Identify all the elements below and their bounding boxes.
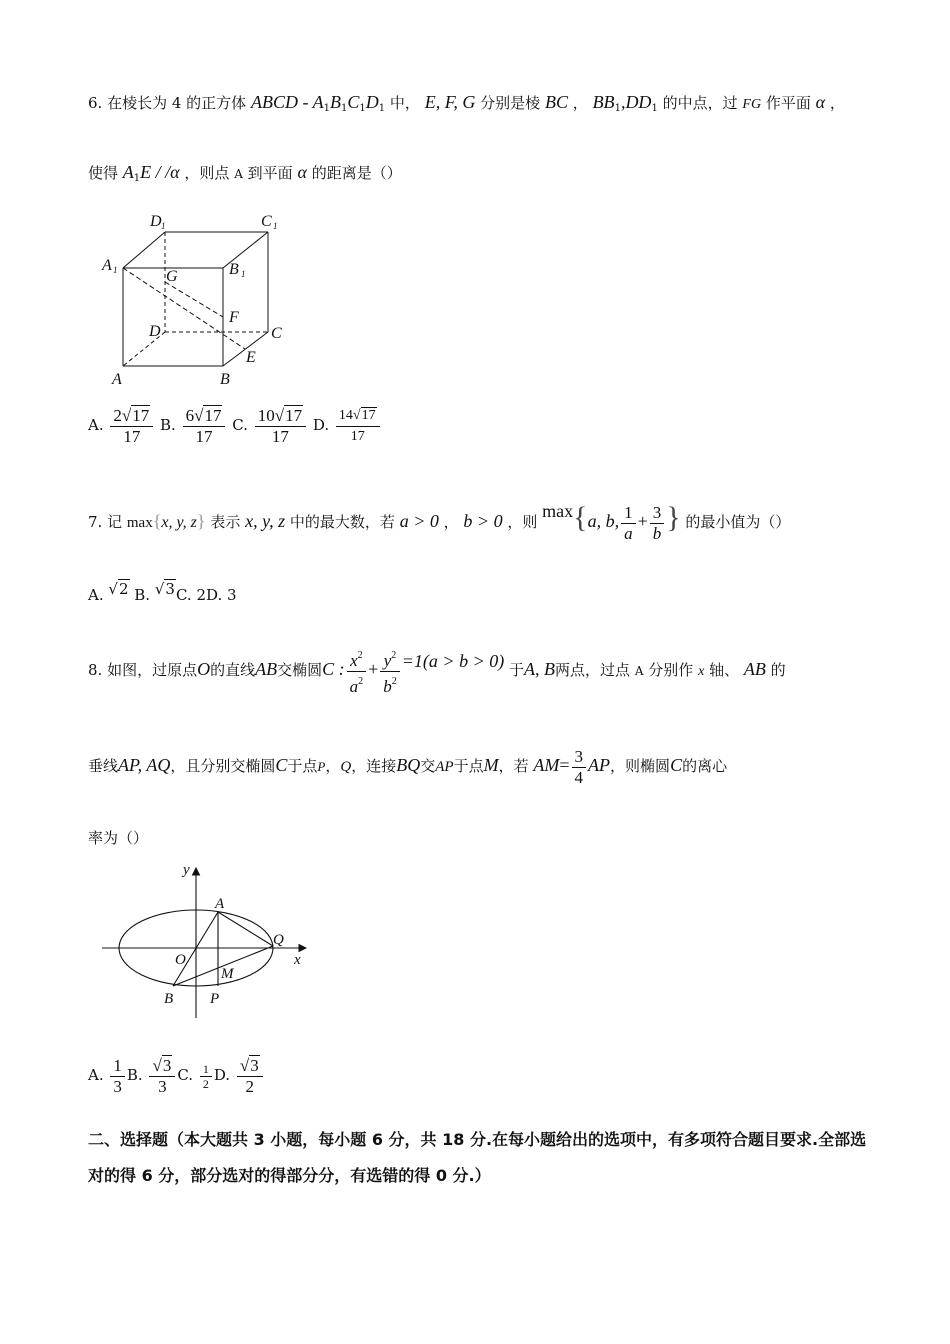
q6-point-a: A <box>234 167 243 181</box>
numerator: 1 <box>621 503 636 524</box>
sub: 1 <box>614 103 621 114</box>
exp: 2 <box>358 675 364 687</box>
denominator: 2 <box>245 1076 255 1096</box>
q6-stem-line1: 6. 在棱长为 4 的正方体 ABCD - $A_1B_1C_1D_1$ 中， E, F, G 分别是棱 BC ， $BB_1,DD_1$ 的中点，过 FG 作平面 α ， <box>88 92 845 114</box>
equals: = <box>559 755 570 775</box>
radicand: 17 <box>361 407 376 423</box>
q8-text: 交 <box>420 757 436 775</box>
q7-option-d[interactable]: D. 3 <box>206 586 237 604</box>
q8-point-m: M <box>483 755 499 775</box>
denominator: b <box>652 523 662 543</box>
sub: 1 <box>341 103 348 114</box>
label-m: M <box>221 966 234 982</box>
y-var: y <box>383 650 392 670</box>
q8-options <box>88 1050 265 1100</box>
label-d1: D <box>150 213 162 230</box>
q7-option-c[interactable]: C. 2 <box>175 586 206 604</box>
q8-text: 于点 <box>287 757 318 775</box>
q8-origin: O <box>197 659 211 679</box>
q8-text: 垂线 <box>88 757 119 775</box>
q8-ellipse-c: C <box>670 755 683 775</box>
numerator: 3 <box>650 503 665 524</box>
section-2-heading: 二、选择题（本大题共 3 小题，每小题 6 分，共 18 分.在每小题给出的选项中，有多项符合题目要求.全部选对的得 6 分，部分选对的得部分分，有选错的得 0 分.） <box>88 1130 867 1185</box>
numerator: 14 <box>338 407 353 423</box>
q8-x-axis: x <box>698 664 705 679</box>
q8-ap: AP <box>588 755 611 775</box>
b-var: b <box>383 676 392 696</box>
radicand: 3 <box>165 580 175 598</box>
q6-text: 使得 <box>88 164 119 182</box>
ellipse-figure <box>98 860 318 1025</box>
option-label: C. <box>232 416 248 434</box>
q7-text: 7. 记 <box>88 513 123 531</box>
q6-text: ， <box>829 94 845 112</box>
q8-point-p: P <box>317 759 326 774</box>
numerator: 1 <box>200 1062 212 1077</box>
label-c1: C <box>261 213 272 230</box>
label-x: x <box>294 952 301 968</box>
q8-text: 于点 <box>453 757 484 775</box>
q8-text: ， <box>325 757 341 775</box>
q7-max: max <box>542 501 574 521</box>
denominator: 17 <box>195 426 213 446</box>
q8-text: 率为（） <box>88 829 149 847</box>
radicand: 3 <box>250 1055 259 1075</box>
x-var: x <box>350 650 358 670</box>
denominator: 3 <box>113 1076 122 1096</box>
option-label: C. <box>177 1066 194 1084</box>
q7-text: 中的最大数，若 <box>289 513 395 531</box>
sub: 1 <box>113 265 118 275</box>
option-label: A. <box>88 586 104 604</box>
sub: 1 <box>241 269 246 279</box>
option-label: B. <box>134 586 151 604</box>
sub: 1 <box>378 103 386 114</box>
q6-options <box>88 400 382 450</box>
q6-bc: BC <box>544 92 568 112</box>
q8-text: ，则椭圆 <box>610 757 671 775</box>
exp: 2 <box>357 649 363 661</box>
denominator: 17 <box>123 426 141 446</box>
sub: 1 <box>323 103 330 114</box>
label-b1: B <box>229 261 239 278</box>
q7-text: 表示 <box>210 513 241 531</box>
q6-alpha: α <box>815 92 826 112</box>
q8-ap: AP <box>435 759 454 775</box>
q6-parallel: E / /α <box>140 162 180 182</box>
q8-stem-line1 <box>88 636 786 697</box>
label-a: A <box>215 896 225 912</box>
q6-cube-name: ABCD - <box>250 92 313 112</box>
numerator: 10 <box>257 405 275 425</box>
q8-text: ，且分别交椭圆 <box>170 757 276 775</box>
denominator: a <box>624 523 633 543</box>
q8-ellipse-c: C : <box>322 659 345 679</box>
q8-text: 的直线 <box>210 661 256 679</box>
numerator: 2 <box>113 405 122 425</box>
radicand: 2 <box>118 580 129 598</box>
denominator: 17 <box>271 426 289 446</box>
a-var: a <box>349 676 359 696</box>
q7-a-positive: a > 0 <box>399 511 439 531</box>
q8-bq: BQ <box>396 755 421 775</box>
q6-b1: B <box>330 92 341 112</box>
q6-option-d[interactable]: D. $\frac{14√17}{17}$ <box>313 416 382 434</box>
label-f: F <box>229 309 239 326</box>
numerator: 3 <box>572 747 587 768</box>
sub: 1 <box>273 221 278 231</box>
q7-text: ，则 <box>507 513 538 531</box>
q7-max: max <box>126 515 153 531</box>
q6-text: 分别是棱 <box>480 94 541 112</box>
q6-fg: FG <box>742 97 762 112</box>
q6-stem-line2 <box>88 162 402 189</box>
q8-text: ，若 <box>498 757 529 775</box>
q7-xyz: x, y, z <box>245 511 286 531</box>
q8-text: 于 <box>509 661 525 679</box>
q7-ab: a, b, <box>587 511 620 531</box>
label-y: y <box>183 862 190 878</box>
q8-text: ，连接 <box>351 757 397 775</box>
label-d: D <box>149 323 161 340</box>
q8-text: 的离心 <box>682 757 728 775</box>
q8-text: 交椭圆 <box>277 661 323 679</box>
q8-option-a[interactable] <box>88 1055 127 1096</box>
q8-option-c[interactable] <box>177 1061 214 1091</box>
q7-b-positive: b > 0 <box>463 511 503 531</box>
q8-ap-aq: AP, AQ <box>118 755 171 775</box>
q7-xyz: x, y, z <box>161 514 197 531</box>
plus: + <box>368 659 379 679</box>
q6-text: 到平面 <box>247 164 293 182</box>
q8-ellipse-c: C <box>275 755 288 775</box>
radicand: 17 <box>204 405 222 425</box>
q6-text: 的中点，过 <box>662 94 738 112</box>
q8-stem-line2 <box>88 740 727 792</box>
q8-text: 轴、 <box>709 661 740 679</box>
q8-text: 两点，过点 <box>555 661 631 679</box>
exp: 2 <box>391 675 397 687</box>
q6-text: ， <box>572 94 588 112</box>
q6-a1: A <box>312 92 324 112</box>
label-g: G <box>166 268 178 285</box>
q6-a1e: A <box>122 162 134 182</box>
q7-options <box>88 574 237 610</box>
q7-text: 的最小值为（） <box>685 513 791 531</box>
sub: 1 <box>651 103 658 114</box>
q8-am: AM <box>533 755 560 775</box>
q7-option-b[interactable]: B. √3 <box>134 580 175 604</box>
sub: 1 <box>359 103 366 114</box>
q8-point-a: A <box>634 664 644 678</box>
q8-points-ab: A, B <box>524 659 556 679</box>
numerator: 6 <box>185 405 195 425</box>
q6-d1: D <box>365 92 379 112</box>
denominator: 3 <box>158 1076 167 1096</box>
option-label: D. <box>312 416 330 434</box>
q6-option-a[interactable]: A. $\frac{2√17}{17}$ <box>88 416 160 434</box>
q6-text: 中， <box>389 94 420 112</box>
q8-option-b[interactable]: B. $\frac{√3}{3}$ <box>127 1066 177 1084</box>
q8-text: 的 <box>770 661 786 679</box>
q6-text: 作平面 <box>765 94 811 112</box>
option-label: D. <box>213 1066 231 1084</box>
q8-stem-line3 <box>88 828 148 848</box>
q6-dd1: DD <box>625 92 652 112</box>
q6-text: 的距离是（） <box>311 164 402 182</box>
label-a1: A <box>102 257 112 274</box>
radicand: 17 <box>132 405 150 425</box>
plus: + <box>637 511 648 531</box>
q8-text: 分别作 <box>648 661 694 679</box>
sub: 1 <box>133 173 141 184</box>
label-a: A <box>112 371 122 388</box>
q8-point-q: Q <box>340 759 352 775</box>
q8-text: 8. 如图，过原点 <box>88 661 198 679</box>
denominator: 4 <box>574 767 584 787</box>
label-c: C <box>271 325 282 342</box>
option-label: A. <box>88 416 104 434</box>
q6-option-b[interactable]: B. $\frac{6√17}{17}$ <box>160 416 232 434</box>
q6-text: 6. 在棱长为 4 的正方体 <box>88 94 247 112</box>
q6-c1: C <box>347 92 360 112</box>
option-label: B. <box>126 1066 143 1084</box>
q6-efg: E, F, G <box>424 92 476 112</box>
label-o: O <box>175 952 186 968</box>
sub: 1 <box>161 221 166 231</box>
radicand: 3 <box>162 1055 172 1075</box>
radicand: 17 <box>285 405 303 425</box>
q6-option-c[interactable]: C. $\frac{10√17}{17}$ <box>232 416 313 434</box>
denominator: 17 <box>350 428 365 444</box>
denominator: 2 <box>202 1076 209 1091</box>
option-label: B. <box>160 416 176 434</box>
q6-bb1: BB <box>592 92 615 112</box>
q7-text: ， <box>443 513 459 531</box>
q8-ab: AB <box>743 659 766 679</box>
q6-text: ，则点 <box>184 164 230 182</box>
q7-stem: 7. 记 max{x, y, z} 表示 x, y, z 中的最大数，若 a > 0 ， b > 0 ，则 max{a, b, $\frac{1}{a}$ + $\frac{3}{b}$ } 的最小值为（） <box>88 501 791 543</box>
q6-alpha: α <box>297 162 307 182</box>
cube-figure <box>98 208 298 393</box>
label-b: B <box>220 371 230 388</box>
numerator: 1 <box>110 1056 125 1077</box>
q8-ab: AB <box>255 659 278 679</box>
label-q: Q <box>273 932 284 948</box>
q7-option-a[interactable]: A. √2 <box>88 580 129 604</box>
option-label: A. <box>88 1066 104 1084</box>
label-e: E <box>246 349 256 366</box>
exp: 2 <box>391 649 397 661</box>
label-p: P <box>210 991 220 1007</box>
q8-ellipse-cond: =1(a > b > 0) <box>401 651 505 671</box>
q8-option-d[interactable]: D. $\frac{√3}{2}$ <box>214 1066 265 1084</box>
label-b: B <box>164 991 174 1007</box>
